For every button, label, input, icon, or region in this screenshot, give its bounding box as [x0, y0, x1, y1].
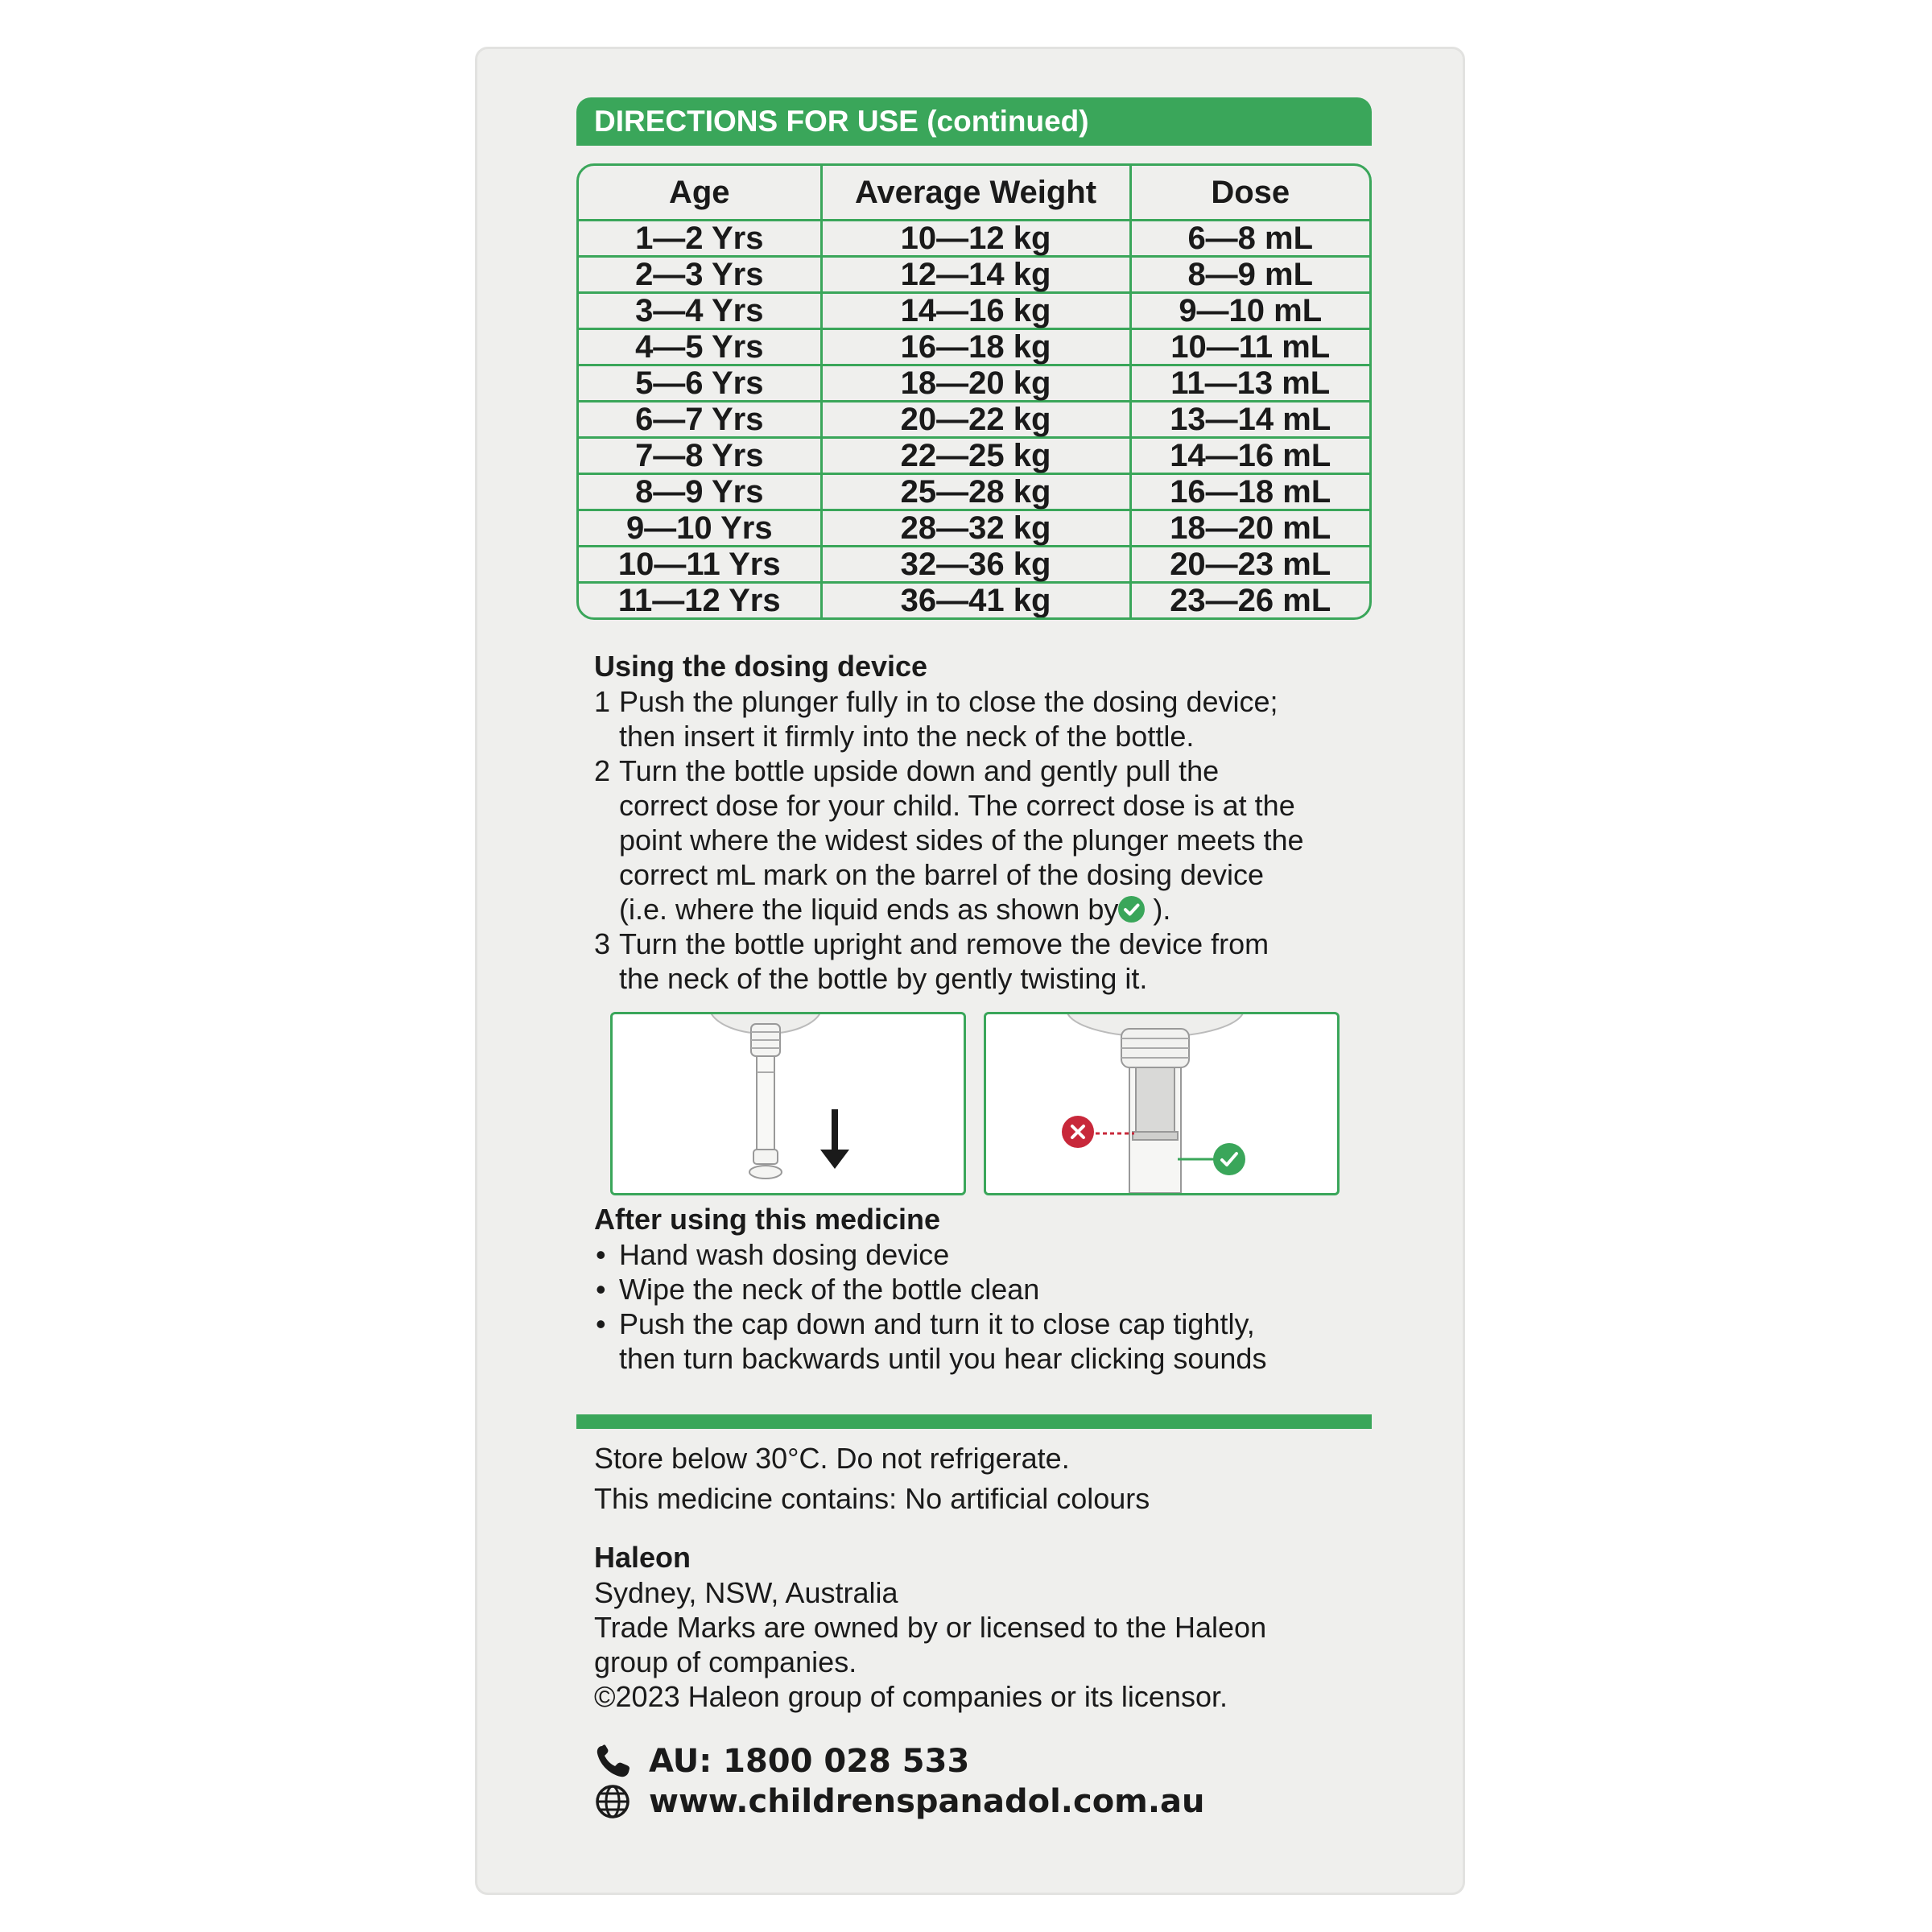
age-cell: 1—2 Yrs: [579, 221, 821, 257]
table-row: [579, 583, 1369, 618]
phone-number: AU: 1800 028 533: [649, 1743, 970, 1780]
table-row: [579, 474, 1369, 510]
list-item: [594, 1272, 1372, 1307]
age-cell: 8—9 Yrs: [579, 474, 821, 510]
list-item-text: Push the cap down and turn it to close cap tightly,: [619, 1307, 1255, 1340]
age-cell: 2—3 Yrs: [579, 257, 821, 293]
dose-cell: 14—16 mL: [1130, 438, 1369, 474]
correct-mark-icon: [1213, 1143, 1245, 1175]
dose-cell: 10—11 mL: [1130, 329, 1369, 365]
weight-cell: 16—18 kg: [821, 329, 1130, 365]
contact-info: [576, 1741, 1372, 1822]
dose-cell: 20—23 mL: [1130, 547, 1369, 583]
phone-row: [594, 1741, 1372, 1781]
section-divider: [576, 1414, 1372, 1429]
list-item: [594, 1237, 1372, 1272]
company-info: [576, 1540, 1372, 1714]
dose-mark-diagram: [984, 1012, 1340, 1195]
age-cell: 5—6 Yrs: [579, 365, 821, 402]
dose-cell: 23—26 mL: [1170, 583, 1331, 618]
company-location: Sydney, NSW, Australia: [594, 1576, 898, 1609]
plunger-diagram: [610, 1012, 966, 1195]
list-item-text: Wipe the neck of the bottle clean: [619, 1273, 1040, 1306]
dosing-step: [594, 684, 1372, 753]
age-cell: 6—7 Yrs: [579, 402, 821, 438]
phone-icon: [594, 1743, 633, 1780]
step-line-text: ).: [1145, 893, 1171, 926]
weight-cell: 20—22 kg: [821, 402, 1130, 438]
after-use-list: [594, 1237, 1372, 1376]
weight-cell: 14—16 kg: [821, 293, 1130, 329]
age-cell: 4—5 Yrs: [579, 329, 821, 365]
table-row: [579, 329, 1369, 365]
bullet-glyph: •: [596, 1273, 606, 1306]
globe-icon: [594, 1783, 633, 1820]
age-cell: 11—12 Yrs: [579, 583, 821, 618]
header-dose: Dose: [1130, 166, 1369, 221]
weight-cell: 18—20 kg: [821, 365, 1130, 402]
step-line-text: (i.e. where the liquid ends as shown by: [619, 893, 1119, 926]
section-title: DIRECTIONS FOR USE (continued): [576, 97, 1372, 146]
website-link[interactable]: www.childrenspanadol.com.au: [649, 1783, 1205, 1820]
step-line: Turn the bottle upside down and gently pull the: [619, 754, 1220, 787]
step-line: then insert it firmly into the neck of the bottle.: [619, 720, 1195, 753]
ingredients-line: This medicine contains: No artificial colours: [594, 1482, 1150, 1515]
step-number: 1: [594, 685, 611, 718]
age-cell: 9—10 Yrs: [579, 510, 821, 547]
dosing-diagrams: [576, 1012, 1372, 1197]
table-header-row: [579, 166, 1369, 221]
trademark-line: Trade Marks are owned by or licensed to the Haleon: [594, 1611, 1267, 1644]
after-use-heading: After using this medicine: [594, 1203, 941, 1236]
label-panel: [475, 47, 1465, 1895]
bullet-glyph: •: [596, 1238, 606, 1271]
table-row: [579, 293, 1369, 329]
weight-cell: 12—14 kg: [821, 257, 1130, 293]
table-row: [579, 402, 1369, 438]
storage-info: [576, 1439, 1372, 1519]
dose-mark-illustration: [986, 1014, 1337, 1193]
dose-cell: 16—18 mL: [1130, 474, 1369, 510]
dosing-device-heading: Using the dosing device: [594, 650, 928, 683]
table-row: [579, 365, 1369, 402]
step-line: correct mL mark on the barrel of the dosing device: [619, 858, 1265, 891]
syringe-insert-illustration: [613, 1014, 964, 1193]
list-item-text: then turn backwards until you hear clicking sounds: [619, 1342, 1267, 1375]
weight-cell: 10—12 kg: [821, 221, 1130, 257]
step-number: 2: [594, 754, 611, 787]
label-content: [576, 97, 1372, 1822]
dosing-steps: [594, 684, 1372, 996]
dosing-step: [594, 753, 1372, 927]
after-use-section: [576, 1202, 1372, 1376]
dosing-step: [594, 927, 1372, 996]
list-item-text: Hand wash dosing device: [619, 1238, 950, 1271]
dose-table: [576, 163, 1372, 620]
weight-cell: 28—32 kg: [821, 510, 1130, 547]
step-line: point where the widest sides of the plunger meets the: [619, 824, 1304, 857]
company-name: Haleon: [594, 1541, 691, 1574]
header-age: Age: [579, 166, 821, 221]
table-row: [579, 438, 1369, 474]
table-row: [579, 510, 1369, 547]
list-item: [594, 1307, 1372, 1376]
weight-cell: 25—28 kg: [821, 474, 1130, 510]
dose-cell: 18—20 mL: [1130, 510, 1369, 547]
age-cell: 7—8 Yrs: [579, 438, 821, 474]
age-cell: 3—4 Yrs: [579, 293, 821, 329]
website-row: [594, 1781, 1372, 1822]
step-line: correct dose for your child. The correct dose is at the: [619, 789, 1295, 822]
step-line: [619, 892, 1372, 927]
weight-cell: 32—36 kg: [821, 547, 1130, 583]
step-line: the neck of the bottle by gently twisting it.: [619, 962, 1148, 995]
table-row: [579, 221, 1369, 257]
dose-cell: 6—8 mL: [1130, 221, 1369, 257]
bullet-glyph: •: [596, 1307, 606, 1340]
weight-cell: 22—25 kg: [821, 438, 1130, 474]
step-line: Turn the bottle upright and remove the device from: [619, 927, 1269, 960]
dose-cell: 8—9 mL: [1130, 257, 1369, 293]
table-row: [579, 257, 1369, 293]
dose-cell: 9—10 mL: [1130, 293, 1369, 329]
step-number: 3: [594, 927, 611, 960]
weight-cell: 36—41 kg: [821, 583, 1130, 618]
table-row: [579, 547, 1369, 583]
dosing-device-section: [576, 649, 1372, 996]
check-icon: [1118, 896, 1145, 923]
copyright-line: ©2023 Haleon group of companies or its licensor.: [594, 1680, 1228, 1713]
header-average-weight: Average Weight: [821, 166, 1130, 221]
trademark-line: group of companies.: [594, 1645, 857, 1678]
step-line: Push the plunger fully in to close the dosing device;: [619, 685, 1278, 718]
dose-cell: 11—13 mL: [1130, 365, 1369, 402]
dose-cell: 13—14 mL: [1130, 402, 1369, 438]
storage-line: Store below 30°C. Do not refrigerate.: [594, 1442, 1070, 1475]
age-cell: 10—11 Yrs: [579, 547, 821, 583]
